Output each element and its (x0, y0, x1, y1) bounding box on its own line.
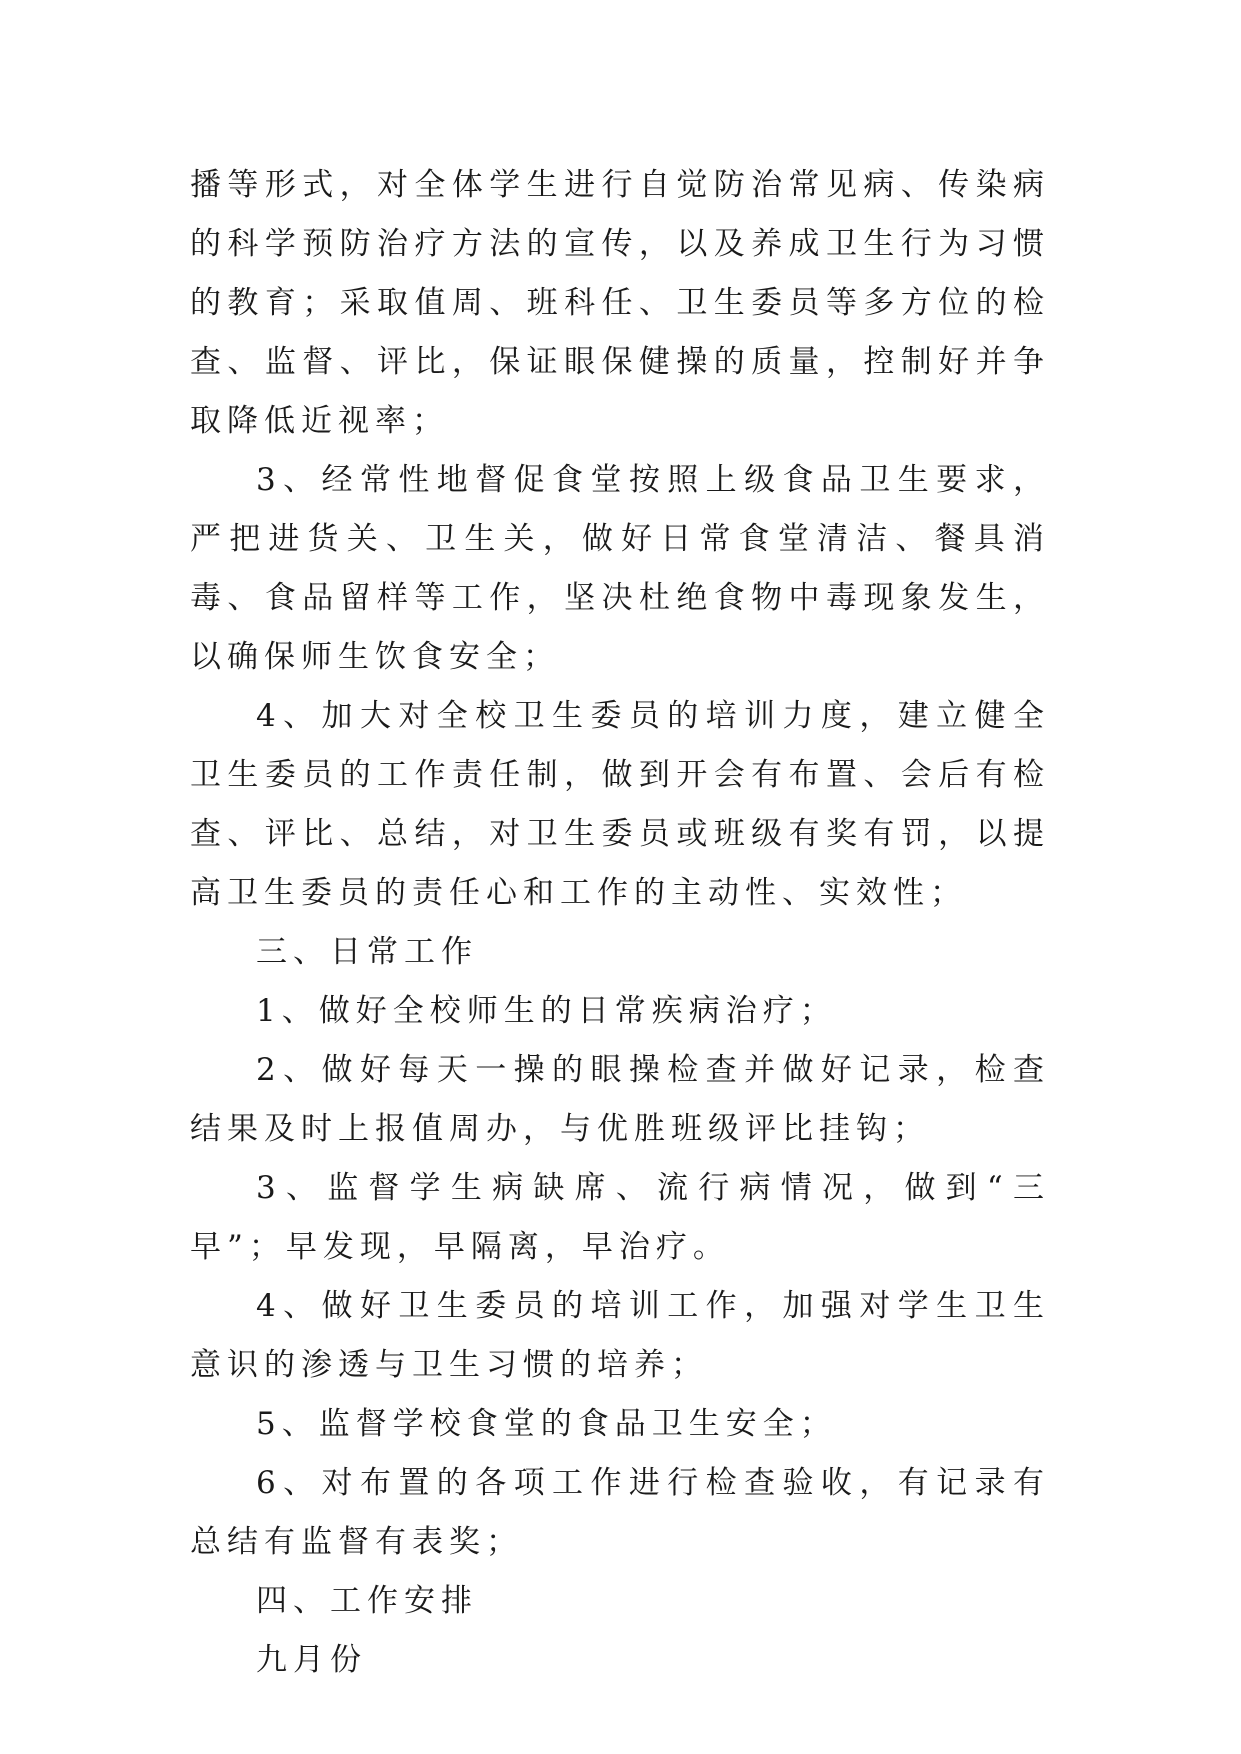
paragraph: 播等形式，对全体学生进行自觉防治常见病、传染病的科学预防治疗方法的宣传，以及养成卫生行为习惯的教育；采取值周、班科任、卫生委员等多方位的检查、监督、评比，保证眼保健操的质量，控制好并争取降低近视率； (190, 167, 1050, 439)
list-item: 3、监督学生病缺席、流行病情况，做到“三早”；早发现，早隔离，早治疗。 (190, 1170, 1050, 1265)
list-item: 6、对布置的各项工作进行检查验收，有记录有总结有监督有表奖； (190, 1465, 1050, 1560)
document-body (190, 156, 1050, 1690)
subheading: 九月份 (256, 1642, 367, 1678)
section-heading: 四、工作安排 (256, 1583, 478, 1619)
section-heading: 三、日常工作 (256, 934, 478, 970)
paragraph: 4、加大对全校卫生委员的培训力度，建立健全卫生委员的工作责任制，做到开会有布置、会后有检查、评比、总结，对卫生委员或班级有奖有罚，以提高卫生委员的责任心和工作的主动性、实效性； (190, 698, 1050, 911)
paragraph: 3、经常性地督促食堂按照上级食品卫生要求，严把进货关、卫生关，做好日常食堂清洁、餐具消毒、食品留样等工作，坚决杜绝食物中毒现象发生，以确保师生饮食安全； (190, 462, 1050, 675)
list-item: 2、做好每天一操的眼操检查并做好记录，检查结果及时上报值周办，与优胜班级评比挂钩； (190, 1052, 1050, 1147)
list-item: 5、监督学校食堂的食品卫生安全； (256, 1406, 837, 1442)
list-item: 4、做好卫生委员的培训工作，加强对学生卫生意识的渗透与卫生习惯的培养； (190, 1288, 1050, 1383)
list-item: 1、做好全校师生的日常疾病治疗； (256, 993, 837, 1029)
